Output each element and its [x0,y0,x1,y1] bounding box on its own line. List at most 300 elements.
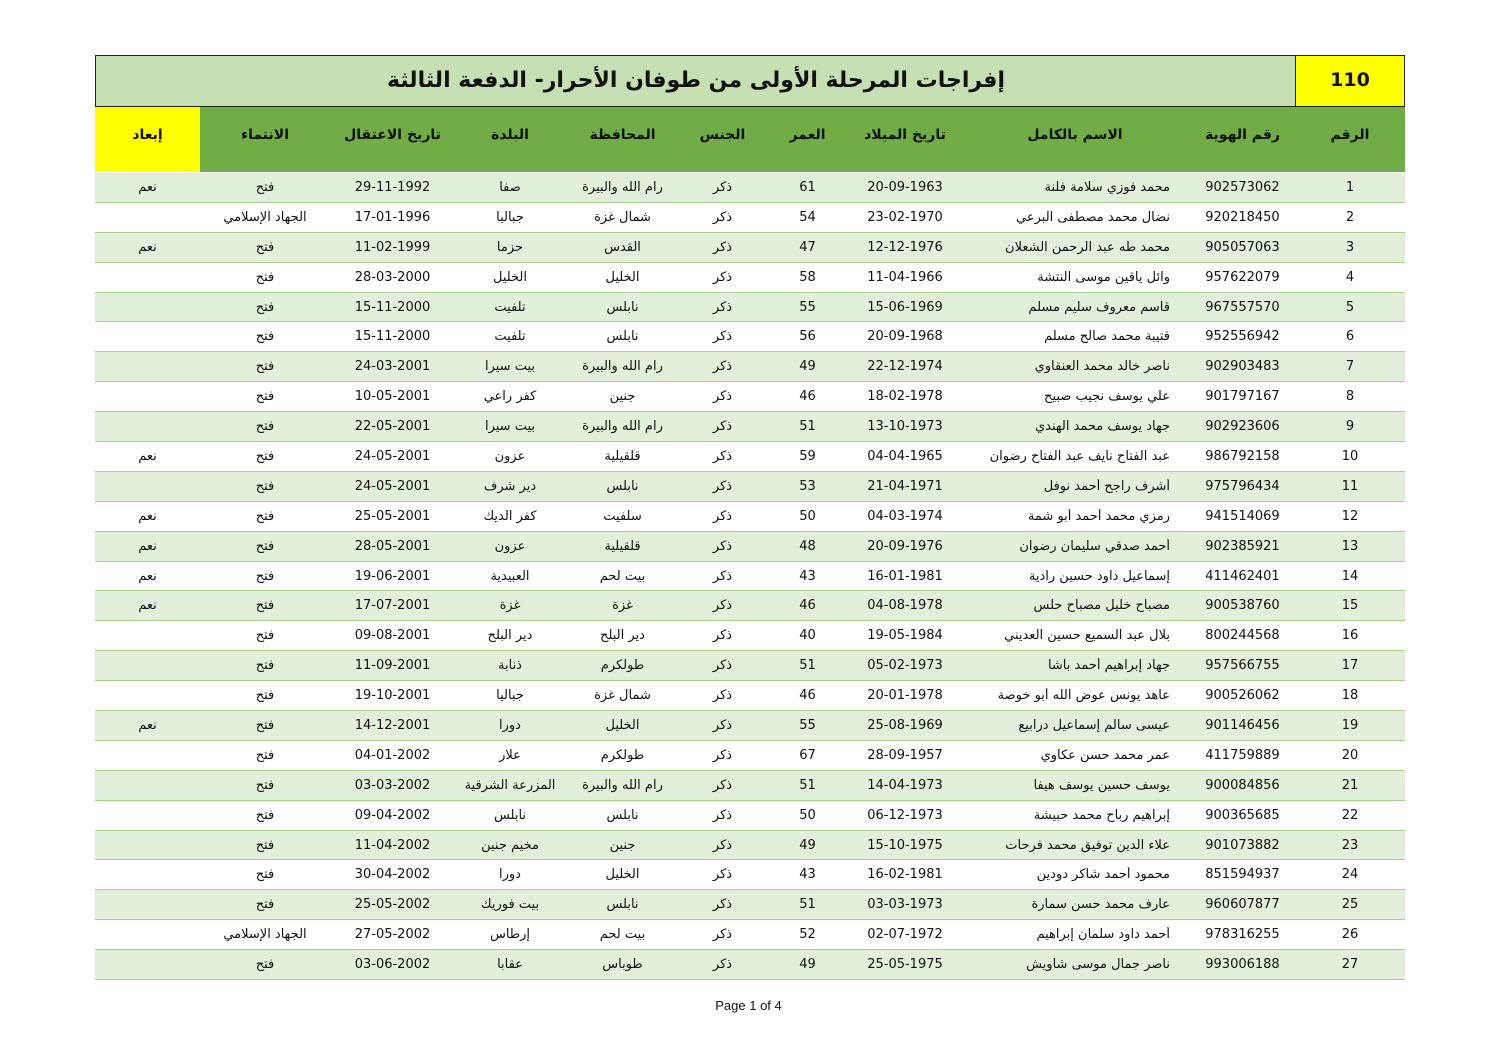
cell-age: 51 [799,897,816,913]
cell-affiliation: فتح [255,837,275,853]
cell-arrest-date: 09-08-2001 [354,628,431,644]
cell-num: 9 [1345,419,1355,435]
cell-age: 53 [799,478,816,494]
cell-num: 19 [1341,717,1359,733]
cell-town: الخليل [492,269,528,285]
cell-arrest-date: 24-05-2001 [354,448,431,464]
cell-affiliation: فتح [255,897,275,913]
cell-deport: نعم [138,179,157,195]
cell-num: 3 [1345,239,1355,255]
cell-governorate: طولكرم [600,747,645,763]
cell-governorate: سلفيت [603,508,642,524]
cell-town: علار [499,747,521,763]
cell-town: بيت فوريك [480,897,540,913]
cell-age: 43 [799,867,816,883]
cell-affiliation: فتح [255,419,275,435]
cell-arrest-date: 17-01-1996 [354,209,431,225]
cell-affiliation: الجهاد الإسلامي [223,209,307,225]
cell-id: 978316255 [1205,927,1280,943]
table-row [95,621,1405,651]
table-row [95,651,1405,681]
cell-id: 800244568 [1205,628,1280,644]
table-row [95,950,1405,980]
cell-age: 51 [799,419,816,435]
cell-name: ناصر خالد محمد العنقاوي [1034,359,1170,375]
cell-town: عزون [494,448,526,464]
header-id: رقم الهوية [1205,127,1280,143]
cell-age: 61 [799,179,816,195]
cell-arrest-date: 11-09-2001 [354,658,431,674]
table-header [95,107,1405,172]
cell-id: 902573062 [1205,179,1280,195]
cell-age: 43 [799,568,816,584]
cell-name: عارف محمد حسن سمارة [1031,897,1170,913]
cell-gender: ذكر [712,478,733,494]
cell-dob: 15-06-1969 [867,299,943,315]
cell-dob: 18-02-1978 [867,389,943,405]
cell-num: 12 [1341,508,1359,524]
table-row [95,412,1405,442]
cell-age: 49 [799,957,816,973]
cell-town: جباليا [496,209,524,225]
cell-num: 14 [1341,568,1359,584]
cell-num: 11 [1341,478,1359,494]
cell-affiliation: فتح [255,628,275,644]
table-row [95,502,1405,532]
cell-town: غزة [499,598,521,614]
cell-gender: ذكر [712,688,733,704]
header-dob: تاريخ الميلاد [864,127,946,143]
cell-num: 15 [1341,598,1359,614]
cell-arrest-date: 09-04-2002 [354,807,431,823]
cell-name: جهاد يوسف محمد الهندي [1034,419,1170,435]
cell-id: 901146456 [1205,717,1280,733]
cell-arrest-date: 25-05-2001 [354,508,431,524]
cell-dob: 06-12-1973 [867,807,943,823]
cell-arrest-date: 27-05-2002 [354,927,431,943]
cell-gender: ذكر [712,508,733,524]
cell-gender: ذكر [712,837,733,853]
cell-affiliation: فتح [255,957,275,973]
cell-affiliation: فتح [255,478,275,494]
cell-arrest-date: 28-05-2001 [354,538,431,554]
cell-name: علي يوسف نجيب صبيح [1044,389,1170,405]
cell-name: عبد الفتاح نايف عبد الفتاح رضوان [989,448,1170,464]
cell-num: 26 [1341,927,1359,943]
cell-town: جباليا [496,688,524,704]
cell-affiliation: فتح [255,269,275,285]
cell-num: 27 [1341,957,1359,973]
cell-deport: نعم [138,538,157,554]
cell-governorate: قلقيلية [604,448,641,464]
cell-name: محمود أحمد شاكر دودين [1036,867,1170,883]
cell-gender: ذكر [712,747,733,763]
table-row [95,860,1405,890]
cell-age: 55 [799,299,816,315]
cell-arrest-date: 17-07-2001 [354,598,431,614]
cell-affiliation: فتح [255,568,275,584]
cell-governorate: غزة [612,598,633,614]
header-arrest-date: تاريخ الاعتقال [344,127,441,143]
cell-gender: ذكر [712,359,733,375]
cell-num: 1 [1345,179,1355,195]
header-gender: الجنس [699,127,746,143]
cell-dob: 04-03-1974 [867,508,943,524]
cell-deport: نعم [138,448,157,464]
cell-gender: ذكر [712,448,733,464]
cell-gender: ذكر [712,299,733,315]
cell-age: 50 [799,807,816,823]
cell-governorate: نابلس [606,807,639,823]
cell-name: علاء الدين توفيق محمد فرحات [1005,837,1170,853]
cell-affiliation: فتح [255,747,275,763]
cell-town: ذنابة [498,658,522,674]
cell-num: 20 [1341,747,1359,763]
cell-dob: 22-12-1974 [867,359,943,375]
cell-arrest-date: 25-05-2002 [354,897,431,913]
cell-affiliation: فتح [255,867,275,883]
cell-num: 17 [1341,658,1359,674]
cell-deport: نعم [138,239,157,255]
cell-gender: ذكر [712,927,733,943]
table-row [95,352,1405,382]
cell-name: وائل ياقين موسى النتشة [1037,269,1170,285]
cell-id: 901073882 [1205,837,1280,853]
title-bar [95,55,1405,107]
table-row [95,263,1405,293]
cell-name: رمزي محمد أحمد أبو شمة [1027,508,1170,524]
cell-name: نضال محمد مصطفى البرعي [1016,209,1170,225]
cell-name: محمد طه عبد الرحمن الشعلان [1005,239,1170,255]
cell-arrest-date: 24-05-2001 [354,478,431,494]
cell-arrest-date: 15-11-2000 [354,329,431,345]
cell-age: 51 [799,777,816,793]
cell-affiliation: فتح [255,389,275,405]
cell-num: 21 [1341,777,1359,793]
cell-governorate: رام الله والبيرة [582,777,663,793]
cell-arrest-date: 30-04-2002 [354,867,431,883]
cell-arrest-date: 10-05-2001 [354,389,431,405]
cell-gender: ذكر [712,269,733,285]
cell-deport: نعم [138,717,157,733]
cell-governorate: الخليل [605,269,640,285]
cell-name: إسماعيل داود حسين رادية [1028,568,1170,584]
cell-town: كفر الديك [483,508,537,524]
cell-num: 7 [1345,359,1355,375]
cell-num: 8 [1345,389,1355,405]
cell-governorate: نابلس [606,329,639,345]
cell-arrest-date: 15-11-2000 [354,299,431,315]
cell-governorate: الخليل [605,717,640,733]
cell-town: دير شرف [483,478,537,494]
table-row [95,203,1405,233]
table-row [95,771,1405,801]
cell-dob: 25-05-1975 [867,957,943,973]
cell-name: يوسف حسين يوسف هيفا [1033,777,1170,793]
cell-town: عزون [494,538,526,554]
cell-age: 51 [799,658,816,674]
page-footer: Page 1 of 4 [715,998,782,1013]
header-num: الرقم [1330,127,1370,143]
cell-id: 905057063 [1205,239,1280,255]
cell-num: 4 [1345,269,1355,285]
cell-town: نابلس [493,807,527,823]
cell-id: 900538760 [1205,598,1280,614]
table-row [95,920,1405,950]
cell-governorate: بيت لحم [599,568,646,584]
cell-id: 900365685 [1205,807,1280,823]
cell-age: 55 [799,717,816,733]
cell-dob: 11-04-1966 [867,269,943,285]
page-title: إفراجات المرحلة الأولى من طوفان الأحرار- الدفعة الثالثة [386,68,1006,93]
cell-id: 411462401 [1205,568,1280,584]
cell-age: 40 [799,628,816,644]
cell-name: قتيبة محمد صالح مسلم [1044,329,1170,345]
cell-affiliation: فتح [255,329,275,345]
table-row [95,711,1405,741]
table-body [95,173,1405,980]
cell-age: 46 [799,389,816,405]
release-list-sheet [95,55,1405,980]
cell-arrest-date: 19-06-2001 [354,568,431,584]
cell-governorate: طوباس [602,957,643,973]
cell-id: 902385921 [1205,538,1280,554]
cell-affiliation: فتح [255,538,275,554]
cell-dob: 02-07-1972 [867,927,943,943]
cell-num: 13 [1341,538,1359,554]
cell-gender: ذكر [712,807,733,823]
header-age: العمر [789,127,826,143]
cell-governorate: الخليل [605,867,640,883]
cell-name: جهاد إبراهيم أحمد باشا [1047,658,1170,674]
cell-num: 10 [1341,448,1359,464]
cell-town: صفا [499,179,521,195]
cell-gender: ذكر [712,957,733,973]
cell-arrest-date: 29-11-1992 [354,179,431,195]
cell-town: تلفيت [494,299,526,315]
cell-arrest-date: 28-03-2000 [354,269,431,285]
cell-town: حزما [496,239,524,255]
cell-town: دورا [499,867,521,883]
cell-governorate: القدس [604,239,641,255]
cell-id: 411759889 [1205,747,1280,763]
cell-deport: نعم [138,508,157,524]
cell-arrest-date: 14-12-2001 [354,717,431,733]
cell-num: 5 [1345,299,1355,315]
cell-governorate: جنين [609,837,636,853]
cell-num: 24 [1341,867,1359,883]
cell-gender: ذكر [712,598,733,614]
cell-town: بيت سيرا [484,359,536,375]
header-deport: إبعاد [95,107,200,172]
cell-gender: ذكر [712,717,733,733]
cell-gender: ذكر [712,777,733,793]
cell-town: إرطاس [489,927,531,943]
cell-governorate: شمال غزة [594,688,651,704]
cell-id: 902903483 [1205,359,1280,375]
cell-dob: 16-02-1981 [867,867,943,883]
cell-town: عقابا [497,957,523,973]
cell-name: عمر محمد حسن عكاوي [1040,747,1170,763]
cell-name: محمد فوزي سلامة فلنة [1044,179,1170,195]
header-governorate: المحافظة [589,127,656,143]
table-row [95,532,1405,562]
cell-arrest-date: 04-01-2002 [354,747,431,763]
cell-affiliation: فتح [255,299,275,315]
cell-age: 67 [799,747,816,763]
cell-num: 23 [1341,837,1359,853]
cell-gender: ذكر [712,239,733,255]
cell-affiliation: فتح [255,508,275,524]
cell-id: 920218450 [1205,209,1280,225]
cell-dob: 14-04-1973 [867,777,943,793]
cell-num: 16 [1341,628,1359,644]
cell-age: 47 [799,239,816,255]
cell-arrest-date: 03-06-2002 [354,957,431,973]
cell-governorate: قلقيلية [604,538,641,554]
cell-town: بيت سيرا [484,419,536,435]
cell-governorate: رام الله والبيرة [582,419,663,435]
cell-id: 851594937 [1205,867,1280,883]
cell-id: 900084856 [1205,777,1280,793]
cell-arrest-date: 24-03-2001 [354,359,431,375]
cell-governorate: دير البلح [600,628,645,644]
cell-dob: 28-09-1957 [867,747,943,763]
cell-gender: ذكر [712,658,733,674]
cell-affiliation: فتح [255,598,275,614]
cell-affiliation: فتح [255,717,275,733]
cell-affiliation: فتح [255,179,275,195]
table-row [95,322,1405,352]
table-row [95,382,1405,412]
cell-governorate: نابلس [606,478,639,494]
cell-gender: ذكر [712,568,733,584]
cell-gender: ذكر [712,389,733,405]
cell-arrest-date: 11-02-1999 [354,239,431,255]
cell-dob: 12-12-1976 [867,239,943,255]
cell-age: 59 [799,448,816,464]
cell-name: إبراهيم رباح محمد حبيشة [1033,807,1170,823]
cell-age: 49 [799,837,816,853]
cell-name: مصباح خليل مصباح حلس [1033,598,1170,614]
cell-name: أحمد داود سلمان إبراهيم [1036,927,1170,943]
cell-governorate: طولكرم [600,658,645,674]
table-row [95,442,1405,472]
cell-governorate: شمال غزة [594,209,651,225]
cell-id: 900526062 [1205,688,1280,704]
cell-id: 952556942 [1205,329,1280,345]
cell-town: تلفيت [494,329,526,345]
cell-governorate: جنين [609,389,636,405]
cell-name: قاسم معروف سليم مسلم [1028,299,1170,315]
cell-dob: 20-09-1976 [867,538,943,554]
cell-town: مخيم جنين [481,837,539,853]
cell-affiliation: فتح [255,239,275,255]
cell-age: 56 [799,329,816,345]
cell-num: 2 [1345,209,1355,225]
cell-age: 46 [799,688,816,704]
cell-age: 50 [799,508,816,524]
cell-id: 957566755 [1205,658,1280,674]
cell-dob: 25-08-1969 [867,717,943,733]
cell-gender: ذكر [712,538,733,554]
cell-governorate: نابلس [606,897,639,913]
cell-dob: 13-10-1973 [867,419,943,435]
cell-town: دورا [499,717,521,733]
header-name: الاسم بالكامل [1027,127,1123,143]
cell-dob: 16-01-1981 [867,568,943,584]
cell-deport: نعم [138,598,157,614]
cell-num: 18 [1341,688,1359,704]
cell-name: أشرف راجح أحمد نوفل [1043,478,1170,494]
table-row [95,831,1405,861]
cell-town: المزرعة الشرقية [464,777,556,793]
cell-gender: ذكر [712,209,733,225]
header-affiliation: الانتماء [241,127,289,143]
cell-town: دير البلح [487,628,533,644]
cell-name: ناصر جمال موسى شاويش [1026,957,1170,973]
cell-affiliation: فتح [255,359,275,375]
cell-gender: ذكر [712,179,733,195]
cell-id: 960607877 [1205,897,1280,913]
cell-arrest-date: 03-03-2002 [354,777,431,793]
cell-dob: 04-04-1965 [867,448,943,464]
cell-governorate: نابلس [606,299,639,315]
cell-dob: 20-01-1978 [867,688,943,704]
cell-gender: ذكر [712,628,733,644]
table-row [95,681,1405,711]
cell-dob: 05-02-1973 [867,658,943,674]
cell-arrest-date: 11-04-2002 [354,837,431,853]
cell-governorate: رام الله والبيرة [582,359,663,375]
cell-dob: 04-08-1978 [867,598,943,614]
count-badge: 110 [1295,55,1405,107]
cell-arrest-date: 19-10-2001 [354,688,431,704]
cell-governorate: رام الله والبيرة [582,179,663,195]
cell-name: بلال عبد السميع حسين العديني [1004,628,1170,644]
cell-age: 54 [799,209,816,225]
table-row [95,173,1405,203]
cell-dob: 19-05-1984 [867,628,943,644]
cell-name: عيسى سالم إسماعيل درابيع [1018,717,1170,733]
cell-gender: ذكر [712,419,733,435]
cell-num: 6 [1345,329,1355,345]
table-row [95,801,1405,831]
table-row [95,293,1405,323]
cell-governorate: بيت لحم [599,927,646,943]
cell-age: 49 [799,359,816,375]
cell-gender: ذكر [712,329,733,345]
table-row [95,472,1405,502]
cell-id: 902923606 [1205,419,1280,435]
cell-name: عاهد يونس عوض الله أبو خوصة [997,688,1170,704]
cell-id: 993006188 [1205,957,1280,973]
cell-age: 58 [799,269,816,285]
cell-affiliation: فتح [255,807,275,823]
cell-dob: 20-09-1968 [867,329,943,345]
header-town: البلدة [491,127,529,143]
cell-arrest-date: 22-05-2001 [354,419,431,435]
cell-deport: نعم [138,568,157,584]
table-row [95,233,1405,263]
cell-id: 901797167 [1205,389,1280,405]
cell-id: 967557570 [1205,299,1280,315]
table-row [95,890,1405,920]
cell-affiliation: فتح [255,777,275,793]
cell-affiliation: فتح [255,658,275,674]
cell-town: كفر راعي [483,389,537,405]
table-row [95,562,1405,592]
